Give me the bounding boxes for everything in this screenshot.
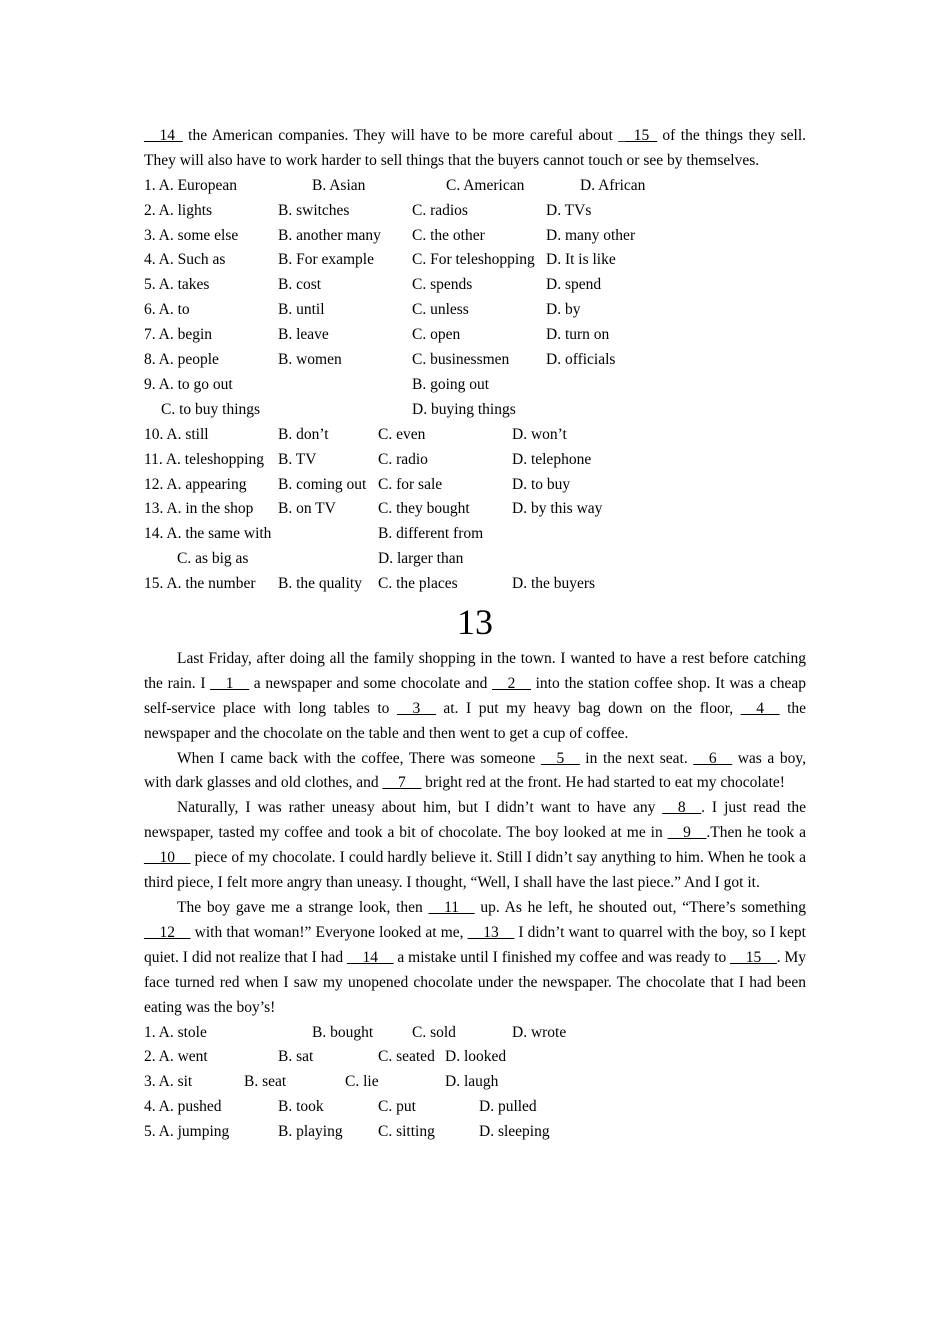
option-text: B. TV [278,450,317,468]
option-text: D. sleeping [479,1123,550,1141]
option-text: C. sitting [378,1123,435,1141]
option-text: B. playing [278,1123,343,1141]
option-text: 2. A. lights [144,201,213,219]
answer-blank: __2__ [492,674,531,692]
option-text: C. radios [412,201,468,219]
answer-blank: __1__ [210,674,250,692]
options12-row-17 [144,572,806,597]
option-text: D. TVs [546,201,592,219]
options13-row-4 [144,1095,806,1120]
option-text: D. by this way [512,500,603,518]
options12-row-5 [144,273,806,298]
option-text: C. to buy things [161,400,261,418]
option-text: B. For example [278,251,374,269]
option-text: D. by [546,301,581,319]
options12-row-9 [144,373,806,398]
options12-row-13 [144,473,806,498]
answer-blank: __15__ [730,948,777,966]
option-text: B. coming out [278,475,367,493]
option-text: C. the other [412,226,485,244]
option-text: D. laugh [445,1073,499,1091]
options12-row-1 [144,174,806,199]
option-text: 1. A. European [144,176,237,194]
passage-text: a mistake until I finished my coffee and was ready to [393,948,731,966]
option-text: B. leave [278,326,329,344]
option-text: 3. A. some else [144,226,239,244]
passage-text: into the station coffee shop. It was a cheap self-service place with long tables to [144,674,807,717]
option-text: D. buying things [412,400,516,418]
option-text: D. officials [546,351,616,369]
options-section-13 [144,1021,806,1145]
option-text: 4. A. pushed [144,1098,222,1116]
option-text: B. sat [278,1048,314,1066]
options13-row-1 [144,1021,806,1046]
answer-blank: __8__ [662,799,702,817]
passage-text: The boy gave me a strange look, then [177,899,429,917]
option-text: C. they bought [378,500,470,518]
answer-blank: __3__ [397,699,436,717]
option-text: 15. A. the number [144,575,256,593]
option-text: 5. A. takes [144,276,210,294]
passage-text: was a boy, with dark glasses and old clothes, and [144,749,806,792]
options13-row-2 [144,1045,806,1070]
option-text: D. turn on [546,326,610,344]
answer-blank: __12__ [144,923,191,941]
option-text: B. women [278,351,342,369]
answer-blank: __7__ [382,774,422,792]
option-text: 13. A. in the shop [144,500,254,518]
section-number: 13 [457,601,493,642]
option-text: 6. A. to [144,301,190,319]
answer-blank: __6__ [693,749,733,767]
options13-row-5 [144,1120,806,1145]
option-text: C. radio [378,450,428,468]
option-text: B. until [278,301,325,319]
options12-row-11 [144,423,806,448]
answer-blank: __4__ [740,699,780,717]
passage-paragraph [144,796,806,896]
option-text: 12. A. appearing [144,475,247,493]
option-text: 11. A. teleshopping [144,450,264,468]
options12-row-10 [144,398,806,423]
option-text: B. on TV [278,500,336,518]
option-text: D. looked [445,1048,507,1066]
option-text: C. businessmen [412,351,510,369]
option-text: B. switches [278,201,350,219]
passage-text: Naturally, I was rather uneasy about him, but I didn’t want to have any [177,799,663,817]
option-text: B. cost [278,276,322,294]
passage-13 [144,647,806,1021]
option-text: C. lie [345,1073,379,1091]
passage-paragraph [144,896,806,1021]
passage-text: . My face turned red when I saw my unopened chocolate under the newspaper. The chocolate that I had been eating was the boy’s! [144,948,807,1016]
option-text: 7. A. begin [144,326,213,344]
options12-row-14 [144,497,806,522]
option-text: C. For teleshopping [412,251,535,269]
option-text: B. don’t [278,425,329,443]
option-text: 4. A. Such as [144,251,226,269]
option-text: B. the quality [278,575,362,593]
option-text: 10. A. still [144,425,209,443]
option-text: C. open [412,326,461,344]
option-text: C. even [378,425,426,443]
passage-text: in the next seat. [579,749,694,767]
option-text: D. African [580,176,646,194]
passage-text: with that woman!” Everyone looked at me, [190,923,468,941]
answer-blank: __13__ [467,923,515,941]
option-text: D. many other [546,226,636,244]
options12-row-6 [144,298,806,323]
option-text: C. spends [412,276,473,294]
answer-blank: __9__ [667,824,707,842]
option-text: D. larger than [378,550,464,568]
option-text: D. the buyers [512,575,596,593]
option-text: 1. A. stole [144,1023,207,1041]
option-text: D. It is like [546,251,616,269]
passage-text: When I came back with the coffee, There was someone [177,749,541,767]
passage-paragraph [144,647,806,747]
passage-text: piece of my chocolate. I could hardly believe it. Still I didn’t say anything to him. When he took a third piece, I felt more angry than uneasy. I thought, “Well, I shall have the last piece.” And I got it. [144,849,806,892]
option-text: 2. A. went [144,1048,208,1066]
option-text: D. telephone [512,450,592,468]
option-text: B. Asian [312,176,366,194]
options13-row-3 [144,1070,806,1095]
option-text: D. pulled [479,1098,537,1116]
document-page [144,124,806,1145]
option-text: B. seat [244,1073,287,1091]
options12-row-8 [144,348,806,373]
passage-text: .Then he took a [706,824,806,842]
options12-row-7 [144,323,806,348]
passage-12-ending: __14_ the American companies. They will have to be more careful about __15_ of the things they sell. They will also have to work harder to sell things that the buyers cannot touch or see by themselves. [144,127,807,169]
passage-text: the newspaper and the chocolate on the table and then went to get a cup of coffee. [144,699,807,742]
passage-text: a newspaper and some chocolate and [249,674,493,692]
answer-blank: __14__ [346,948,394,966]
passage-text: I didn’t want to quarrel with the boy, so I kept quiet. I did not realize that I had [144,923,806,966]
options12-row-3 [144,224,806,249]
passage-text: . I just read the newspaper, tasted my coffee and took a bit of chocolate. The boy looked at me in [144,799,806,842]
option-text: 5. A. jumping [144,1123,230,1141]
option-text: C. sold [412,1023,456,1041]
option-text: 8. A. people [144,351,219,369]
option-text: C. unless [412,301,469,319]
options12-row-16 [144,547,806,572]
option-text: 14. A. the same with [144,525,272,543]
option-text: C. American [446,176,525,194]
blank-14: __14_ [144,127,183,144]
passage-paragraph [144,747,806,797]
option-text: B. bought [312,1023,374,1041]
option-text: D. to buy [512,475,571,493]
passage-text: Last Friday, after doing all the family shopping in the town. I wanted to have a rest before catching the rain. I [144,649,806,692]
option-text: C. the places [378,575,458,593]
option-text: C. put [378,1098,416,1116]
options12-row-2 [144,199,806,224]
option-text: 9. A. to go out [144,375,233,393]
option-text: B. different from [378,525,484,543]
passage-text: at. I put my heavy bag down on the floor, [435,699,741,717]
option-text: D. spend [546,276,602,294]
option-text: D. won’t [512,425,567,443]
option-text: B. took [278,1098,324,1116]
option-text: B. going out [412,375,490,393]
answer-blank: __11__ [428,899,475,917]
options-section-12 [144,174,806,597]
blank-15: _15_ [626,127,657,144]
option-text: D. wrote [512,1023,567,1041]
answer-blank: __10__ [144,849,191,867]
option-text: B. another many [278,226,381,244]
option-text: C. as big as [177,550,249,568]
passage-text: bright red at the front. He had started to eat my chocolate! [421,774,785,792]
options12-row-12 [144,448,806,473]
options12-row-4 [144,248,806,273]
answer-blank: __5__ [540,749,580,767]
option-text: C. for sale [378,475,443,493]
options12-row-15 [144,522,806,547]
option-text: 3. A. sit [144,1073,193,1091]
passage-text: up. As he left, he shouted out, “There’s something [474,899,806,917]
option-text: C. seated [378,1048,435,1066]
